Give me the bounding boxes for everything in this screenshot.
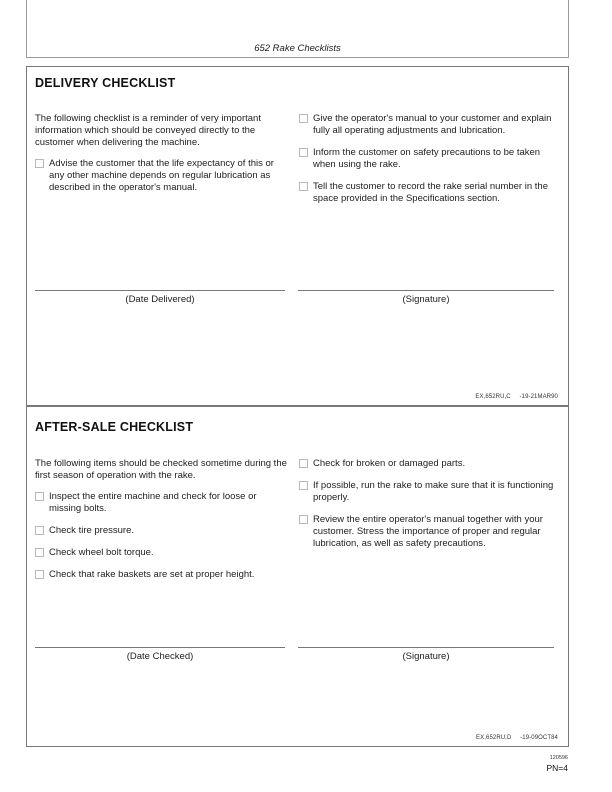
- aftersale-right-column: [299, 458, 555, 550]
- header-rule: [26, 57, 569, 58]
- checkbox[interactable]: [299, 459, 308, 468]
- date-checked-line[interactable]: [35, 647, 285, 648]
- delivery-ref-code: EX,652RU,C -19-21MAR90: [475, 394, 558, 400]
- delivery-signature-label: (Signature): [402, 294, 450, 305]
- date-checked-label: (Date Checked): [126, 651, 194, 662]
- aftersale-intro: The following items should be checked sometime during the first season of operation with the rake.: [35, 458, 287, 481]
- aftersale-item-tire-pressure[interactable]: Check tire pressure.: [35, 525, 289, 537]
- checkbox[interactable]: [299, 515, 308, 524]
- aftersale-left-column: [35, 458, 289, 581]
- checkbox[interactable]: [35, 159, 44, 168]
- checkbox[interactable]: [299, 182, 308, 191]
- delivery-intro: The following checklist is a reminder of very important information which should be conveyed directly to the customer when delivering the machine.: [35, 113, 261, 148]
- checkbox[interactable]: [299, 481, 308, 490]
- aftersale-item-bolts[interactable]: Inspect the entire machine and check for loose or missing bolts.: [35, 491, 289, 515]
- date-delivered-label: (Date Delivered): [125, 294, 195, 305]
- delivery-item-safety[interactable]: Inform the customer on safety precautions to be taken when using the rake.: [299, 147, 555, 171]
- checkbox[interactable]: [35, 548, 44, 557]
- aftersale-item-broken-parts[interactable]: Check for broken or damaged parts.: [299, 458, 555, 470]
- footer-number: 120596: [549, 755, 568, 761]
- aftersale-item-baskets[interactable]: Check that rake baskets are set at proper height.: [35, 569, 289, 581]
- delivery-item-manual[interactable]: Give the operator's manual to your customer and explain fully all operating adjustments and lubrication.: [299, 113, 555, 137]
- aftersale-ref-code: EX,652RU,D -19-09OCT84: [476, 735, 558, 741]
- checkbox[interactable]: [35, 492, 44, 501]
- checkbox[interactable]: [299, 148, 308, 157]
- delivery-item-lubrication[interactable]: Advise the customer that the life expectancy of this or any other machine depends on regular lubrication as described in the operator's manual.: [35, 158, 289, 194]
- aftersale-signature-line[interactable]: [298, 647, 554, 648]
- delivery-item-serial[interactable]: Tell the customer to record the rake serial number in the space provided in the Specifications section.: [299, 181, 555, 205]
- aftersale-item-wheel-bolt[interactable]: Check wheel bolt torque.: [35, 547, 289, 559]
- aftersale-signature-label: (Signature): [402, 651, 450, 662]
- aftersale-checklist-panel: [26, 406, 569, 747]
- checkbox[interactable]: [35, 526, 44, 535]
- delivery-right-column: [299, 113, 555, 205]
- delivery-signature-line[interactable]: [298, 290, 554, 291]
- aftersale-checklist-title: AFTER-SALE CHECKLIST: [35, 420, 194, 434]
- checkbox[interactable]: [35, 570, 44, 579]
- delivery-checklist-title: DELIVERY CHECKLIST: [35, 76, 176, 90]
- delivery-checklist-panel: [26, 66, 569, 406]
- date-delivered-line[interactable]: [35, 290, 285, 291]
- page-header-title: 652 Rake Checklists: [254, 43, 341, 54]
- checkbox[interactable]: [299, 114, 308, 123]
- aftersale-item-review-manual[interactable]: Review the entire operator's manual together with your customer. Stress the importance of proper and regular lubrication, as well as safety precautions.: [299, 514, 555, 550]
- delivery-left-column: [35, 113, 289, 194]
- page-number: PN=4: [546, 763, 568, 773]
- aftersale-item-run-rake[interactable]: If possible, run the rake to make sure that it is functioning properly.: [299, 480, 555, 504]
